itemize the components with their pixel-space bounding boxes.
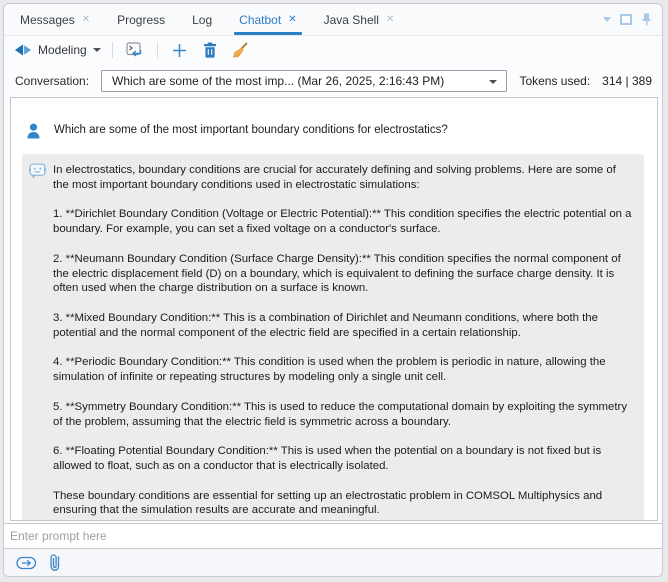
paperclip-icon (49, 553, 61, 572)
chevron-down-icon (93, 48, 101, 52)
tab-label: Log (192, 12, 213, 27)
send-arrow-icon (16, 555, 37, 571)
delete-conversation-button[interactable] (199, 39, 221, 61)
pin-icon[interactable] (641, 13, 652, 26)
chevron-down-icon (489, 80, 497, 84)
robot-icon (29, 163, 46, 180)
toolbar-separator (112, 42, 113, 58)
bot-paragraph: 3. **Mixed Boundary Condition:** This is a combination of Dirichlet and Neumann conditions, where both the potential and the normal component of the electric field are specified in a certain relationship. (53, 311, 598, 339)
view-menu-chevron-down-icon[interactable] (603, 17, 611, 22)
bot-message (22, 154, 644, 521)
prompt-input[interactable] (4, 523, 662, 549)
window-controls (603, 13, 652, 26)
toolbar-separator (157, 42, 158, 58)
send-to-console-button[interactable] (124, 39, 146, 61)
conversation-row (4, 64, 662, 97)
trash-icon (203, 42, 217, 58)
bot-paragraph: These boundary conditions are essential for setting up an electrostatic problem in COMSOL Multiphysics and ensuring that the simulation results are accurate and meaningful. (53, 489, 603, 517)
mode-label: Modeling (38, 43, 87, 57)
user-icon (26, 123, 41, 139)
tab-label: Progress (117, 12, 166, 27)
chatbot-toolbar (4, 36, 662, 64)
mode-selector[interactable] (14, 43, 101, 57)
tab-messages[interactable] (20, 4, 90, 35)
tab-label: Messages (20, 12, 75, 27)
bot-paragraph: 5. **Symmetry Boundary Condition:** This is used to reduce the computational domain by exploiting the symmetry of the problem, assuming that the electric field is symmetric across a boundary. (53, 400, 628, 428)
chat-transcript[interactable] (10, 97, 658, 521)
tab-label: Chatbot (239, 12, 282, 27)
new-conversation-button[interactable] (169, 39, 191, 61)
bot-paragraph: 6. **Floating Potential Boundary Condition:** This is used when the potential on a boundary is not fixed but is allowed to float, such as on a conductor that is electrically isolated. (53, 445, 602, 472)
close-tab-icon[interactable]: ✕ (81, 13, 91, 25)
prompt-actions-bar (4, 549, 662, 576)
bot-paragraph: 4. **Periodic Boundary Condition:** This condition is used when the problem is periodic in nature, allowing the simulation of infinite or repeating structures by modeling only a single unit cell. (53, 356, 606, 384)
conversation-label: Conversation: (15, 73, 90, 88)
tab-bar (4, 4, 662, 36)
bot-paragraph: In electrostatics, boundary conditions are crucial for accurately defining and solving problems. Here are some of the most important boundary conditions used in electrostatic simulations: (53, 164, 616, 191)
conversation-selected: Which are some of the most imp... (Mar 26, 2025, 2:16:43 PM) (112, 73, 445, 88)
clear-conversation-button[interactable] (229, 39, 251, 61)
send-prompt-button[interactable] (16, 555, 37, 571)
broom-icon (231, 42, 248, 59)
plus-icon (172, 43, 187, 58)
bot-paragraph: 2. **Neumann Boundary Condition (Surface Charge Density):** This condition specifies the normal component of the electric displacement field (D) on a boundary, which is equivalent to defining the surface charge density. It is often used when the charge distribution on a surface is known. (53, 252, 621, 295)
attach-file-button[interactable] (49, 553, 61, 572)
user-message-text: Which are some of the most important boundary conditions for electrostatics? (54, 124, 448, 136)
close-tab-icon[interactable]: ✕ (385, 13, 395, 25)
console-icon (126, 42, 143, 58)
tab-label: Java Shell (323, 12, 379, 27)
modeling-diamond-icon (14, 44, 32, 57)
tab-progress[interactable] (117, 4, 165, 35)
tokens-used (519, 74, 652, 88)
active-tab-underline (234, 32, 301, 35)
tab-log[interactable] (192, 4, 212, 35)
tokens-label: Tokens used: (519, 73, 591, 88)
chatbot-window (3, 3, 663, 577)
tab-java-shell[interactable] (324, 4, 395, 35)
tokens-value: 314 | 389 (602, 73, 652, 88)
user-message-row (26, 123, 641, 139)
maximize-icon[interactable] (620, 14, 632, 25)
tab-chatbot[interactable] (239, 4, 296, 35)
bot-paragraph: 1. **Dirichlet Boundary Condition (Voltage or Electric Potential):** This condition specifies the electric potential on a boundary. For example, you can set a fixed voltage on a conductor's surface. (53, 208, 632, 236)
conversation-dropdown[interactable] (101, 70, 507, 92)
close-tab-icon[interactable]: ✕ (288, 13, 297, 25)
